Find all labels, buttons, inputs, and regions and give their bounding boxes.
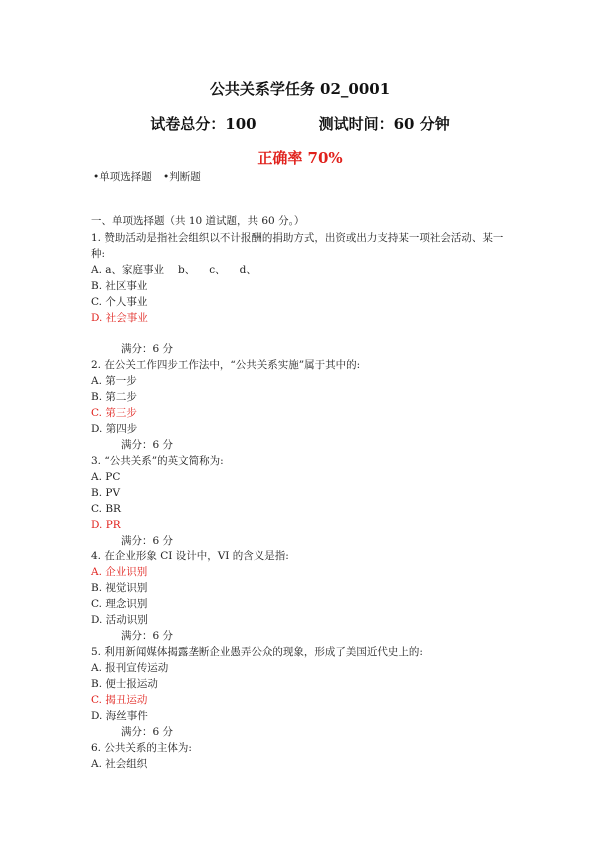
option-d: D. 活动识别 <box>91 614 148 626</box>
option-a-sub-b: b、 <box>178 264 196 276</box>
question-stem-continued: 种: <box>91 248 106 260</box>
option-a: A. 报刊宣传运动 <box>91 662 169 674</box>
option-a: A. PC <box>91 471 121 483</box>
question-score: 满分：6 分 <box>121 726 174 738</box>
question-stem: 6. 公共关系的主体为: <box>91 742 192 754</box>
question-3 <box>91 453 516 549</box>
test-time: 测试时间：60 分钟 <box>318 115 450 133</box>
option-c: C. BR <box>91 503 121 515</box>
exam-meta <box>0 113 600 134</box>
option-c: C. 理念识别 <box>91 598 148 610</box>
question-stem: 1. 赞助活动是指社会组织以不计报酬的捐助方式，出资或出力支持某一项社会活动、某一 <box>91 232 504 244</box>
option-b: B. 便士报运动 <box>91 678 158 690</box>
option-c-correct: C. 第三步 <box>91 407 137 419</box>
option-b: B. 第二步 <box>91 391 137 403</box>
option-b: B. 视觉识别 <box>91 582 148 594</box>
option-d: D. 第四步 <box>91 423 138 435</box>
option-d: D. 海丝事件 <box>91 710 148 722</box>
question-stem: 5. 利用新闻媒体揭露垄断企业愚弄公众的现象，形成了美国近代史上的: <box>91 646 423 658</box>
question-5 <box>91 644 516 740</box>
question-stem: 2. 在公关工作四步工作法中，“公共关系实施”属于其中的: <box>91 359 361 371</box>
tab-true-false[interactable]: •判断题 <box>163 171 201 183</box>
option-d-correct: D. 社会事业 <box>91 312 148 324</box>
question-type-links <box>93 169 209 184</box>
question-1-score: 满分：6 分 <box>121 343 174 355</box>
option-a: A. 社会组织 <box>91 758 148 770</box>
option-c: C. 个人事业 <box>91 296 148 308</box>
question-4 <box>91 548 516 644</box>
option-c-correct: C. 揭丑运动 <box>91 694 148 706</box>
option-a: A. 第一步 <box>91 375 137 387</box>
page-title: 公共关系学任务 02_0001 <box>209 80 391 98</box>
total-score: 试卷总分：100 <box>150 115 257 133</box>
question-score: 满分：6 分 <box>121 439 174 451</box>
question-2 <box>91 357 516 453</box>
option-a-correct: A. 企业识别 <box>91 566 148 578</box>
option-d-correct: D. PR <box>91 519 121 531</box>
question-score: 满分：6 分 <box>121 630 174 642</box>
option-b: B. 社区事业 <box>91 280 148 292</box>
question-stem: 3. “公共关系”的英文简称为: <box>91 455 224 467</box>
option-b: B. PV <box>91 487 121 499</box>
question-stem: 4. 在企业形象 CI 设计中，VI 的含义是指: <box>91 550 289 562</box>
section-heading: 一、单项选择题（共 10 道试题，共 60 分。） <box>91 215 305 227</box>
question-score: 满分：6 分 <box>121 535 174 547</box>
tab-single-choice[interactable]: •单项选择题 <box>93 171 152 183</box>
question-1 <box>91 230 516 326</box>
question-6 <box>91 740 516 772</box>
option-a-sub-c: c、 <box>209 264 226 276</box>
option-a-sub-d: d、 <box>239 264 257 276</box>
option-a: A. a、家庭事业 b、 c、 d、 <box>91 264 257 276</box>
accuracy-rate: 正确率 70% <box>257 149 343 167</box>
